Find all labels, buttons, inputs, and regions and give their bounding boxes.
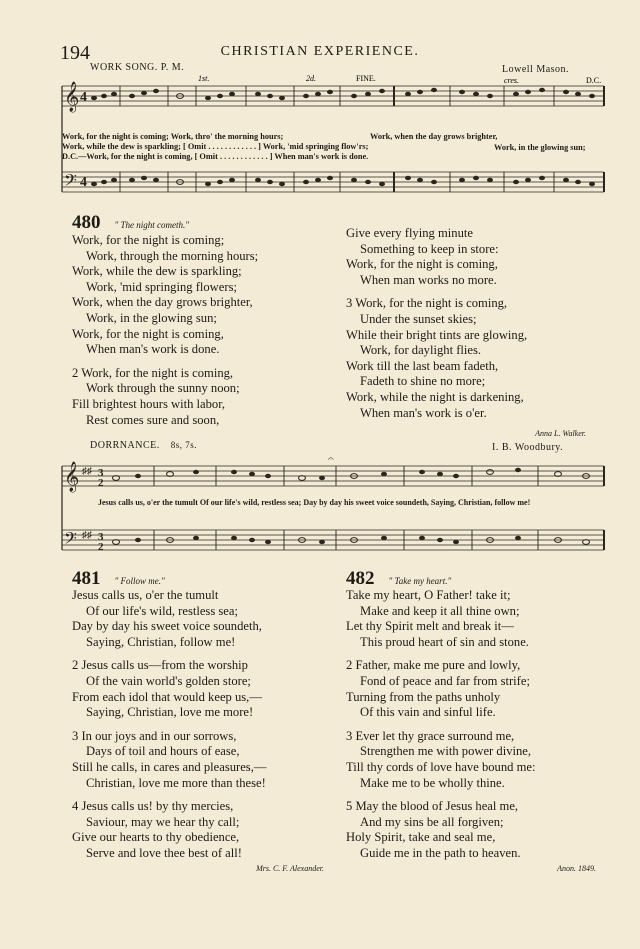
verse-line: Of this vain and sinful life. (360, 705, 496, 720)
verse-line: 3 In our joys and in our sorrows, (72, 728, 237, 743)
stanza (346, 226, 606, 288)
tune2-composer: I. B. Woodbury. (492, 442, 564, 453)
verse-line: Rest comes sure and soon, (86, 412, 220, 427)
verse-line: Let thy Spirit melt and break it— (346, 619, 514, 634)
dc-mark: D.C. (586, 76, 602, 85)
svg-text:2: 2 (98, 541, 104, 553)
verse-line: Till thy cords of love have bound me: (346, 759, 536, 774)
verse-line: While their bright tints are glowing, (346, 327, 528, 342)
tune2-lyric: Jesus calls us, o'er the tumult Of our life's wild, restless sea; Day by day his sweet voice soundeth, Saying, Christian, follow me! (98, 498, 531, 507)
svg-text:4: 4 (80, 90, 87, 105)
hymn-number: 482 (346, 568, 375, 589)
verse-line: Give our hearts to thy obedience, (72, 830, 240, 845)
tune1-lyric-5: Work, in the glowing sun; (494, 143, 586, 152)
verse-line: Christian, love me more than these! (86, 775, 266, 790)
hymn-number: 480 (72, 212, 101, 233)
second-ending-mark: 2d. (306, 74, 316, 83)
tune2-title: DORRNANCE. (90, 440, 160, 451)
page-number: 194 (60, 42, 90, 64)
treble-staff-1 (62, 86, 604, 106)
verse-line: Work, for the night is coming, (72, 326, 224, 341)
treble-clef-icon: 𝄞 (64, 82, 80, 112)
hymn-number: 481 (72, 568, 101, 589)
hymn-481-heading (72, 568, 165, 590)
verse-line: Serve and love thee best of all! (86, 845, 242, 860)
verse-line: And my sins be all forgiven; (360, 814, 504, 829)
verse-line: Day by day his sweet voice soundeth, (72, 619, 262, 634)
stanza (72, 799, 337, 861)
hymn-caption: " The night cometh." (114, 220, 190, 230)
cres-mark: cres. (504, 76, 520, 85)
tune1-lyric-1: Work, for the night is coming; Work, thro' the morning hours; (62, 132, 284, 141)
verse-line: 2 Father, make me pure and lowly, (346, 658, 521, 673)
verse-line: Of the vain world's golden store; (86, 673, 251, 688)
verse-line: Under the sunset skies; (360, 311, 477, 326)
hymn-480-col2 (346, 226, 606, 438)
verse-line: Work through the sunny noon; (86, 381, 240, 396)
verse-line: 4 Jesus calls us! by thy mercies, (72, 799, 234, 814)
treble-clef-icon: 𝄞 (64, 462, 80, 492)
verse-line: Work, for the night is coming; (72, 233, 225, 247)
verse-line: Work, in the glowing sun; (86, 310, 217, 325)
sharp-icon: ♯♯ (82, 466, 92, 477)
tune1-name: WORK SONG. P. M. (90, 62, 185, 73)
verse-line: Jesus calls us, o'er the tumult (72, 588, 219, 602)
tune1-lyric-3: D.C.—Work, for the night is coming, [ Omit . . . . . . . . . . . . ] When man's work is done. (62, 152, 369, 161)
verse-line: Work till the last beam fadeth, (346, 358, 499, 373)
verse-line: Take my heart, O Father! take it; (346, 588, 511, 602)
tune1-composer: Lowell Mason. (502, 64, 570, 75)
bass-clef-icon: 𝄢 (64, 528, 77, 552)
fine-mark: FINE. (356, 74, 376, 83)
stanza (72, 233, 332, 358)
verse-line: Work, when the day grows brighter, (72, 295, 253, 310)
verse-line: Saying, Christian, love me more! (86, 705, 254, 720)
first-ending-mark: 1st. (198, 74, 210, 83)
hymn-481-author: Mrs. C. F. Alexander. (256, 863, 324, 873)
hymn-caption: " Follow me." (114, 576, 165, 586)
verse-line: Make and keep it all thine own; (360, 603, 520, 618)
verse-line: 5 May the blood of Jesus heal me, (346, 799, 519, 814)
hymn-480-heading (72, 212, 189, 234)
svg-text:3: 3 (98, 467, 104, 479)
verse-line: Saviour, may we hear thy call; (86, 814, 240, 829)
verse-line: 2 Work, for the night is coming, (72, 365, 234, 380)
svg-text:2: 2 (98, 477, 104, 489)
verse-line: Something to keep in store: (360, 241, 499, 256)
verse-line: Fond of peace and far from strife; (360, 673, 530, 688)
verse-line: Work, for the night is coming, (346, 257, 498, 272)
bass-clef-icon: 𝄢 (64, 170, 77, 194)
hymn-480-author: Anna L. Walker. (535, 429, 586, 439)
verse-line: Turning from the paths unholy (346, 689, 501, 704)
verse-line: Work, through the morning hours; (86, 248, 259, 263)
hymn-482-body (346, 588, 606, 873)
verse-line: Strengthen me with power divine, (360, 744, 532, 759)
verse-line: Work, 'mid springing flowers; (86, 279, 237, 294)
verse-line: Work, for daylight flies. (360, 343, 482, 358)
tune2-score (58, 450, 608, 575)
stanza (346, 799, 606, 861)
verse-line: Fadeth to shine no more; (360, 374, 486, 389)
verse-line: Of our life's wild, restless sea; (86, 603, 238, 618)
stanza (346, 588, 606, 650)
stanza (72, 729, 337, 791)
bass-staff-1 (62, 172, 604, 192)
treble-staff-2 (62, 466, 604, 486)
svg-text:4: 4 (80, 175, 87, 190)
tune1-lyric-2: Work, while the dew is sparkling; [ Omit . . . . . . . . . . . . ] Work, 'mid springing flow'rs; (62, 142, 369, 151)
verse-line: Guide me in the path to heaven. (360, 845, 521, 860)
hymn-480-col1 (72, 233, 332, 436)
hymn-caption: " Take my heart." (388, 576, 452, 586)
running-head: CHRISTIAN EXPERIENCE. (220, 44, 420, 59)
hymn-481-body (72, 588, 337, 873)
sharp-icon: ♯♯ (82, 530, 92, 541)
verse-line: Days of toil and hours of ease, (86, 744, 240, 759)
svg-text:3: 3 (98, 531, 104, 543)
verse-line: 3 Work, for the night is coming, (346, 296, 508, 311)
verse-line: Still he calls, in cares and pleasures,— (72, 759, 267, 774)
bass-staff-2 (62, 530, 604, 550)
verse-line: From each idol that would keep us,— (72, 689, 262, 704)
verse-line: Work, while the night is darkening, (346, 389, 524, 404)
stanza (72, 588, 337, 650)
verse-line: This proud heart of sin and stone. (360, 634, 529, 649)
verse-line: Saying, Christian, follow me! (86, 634, 236, 649)
stanza (346, 658, 606, 720)
tune1-lyric-4: Work, when the day grows brighter, (370, 132, 498, 141)
verse-line: Fill brightest hours with labor, (72, 396, 226, 411)
verse-line: Make me to be wholly thine. (360, 775, 505, 790)
stanza (72, 366, 332, 428)
barlines (154, 466, 604, 550)
verse-line: 2 Jesus calls us—from the worship (72, 658, 248, 673)
stanza (346, 296, 606, 421)
fermata-icon: 𝄐 (328, 454, 334, 465)
hymn-482-author: Anon. 1849. (557, 863, 596, 873)
verse-line: Give every flying minute (346, 226, 473, 240)
verse-line: Work, while the dew is sparkling; (72, 264, 242, 279)
verse-line: When man's work is done. (86, 342, 220, 357)
hymn-482-heading (346, 568, 451, 590)
verse-line: When man works no more. (360, 272, 497, 287)
verse-line: Holy Spirit, take and seal me, (346, 830, 496, 845)
stanza (72, 658, 337, 720)
tune2-meter: 8s, 7s. (170, 440, 197, 450)
verse-line: When man's work is o'er. (360, 405, 487, 420)
verse-line: 3 Ever let thy grace surround me, (346, 728, 515, 743)
stanza (346, 729, 606, 791)
